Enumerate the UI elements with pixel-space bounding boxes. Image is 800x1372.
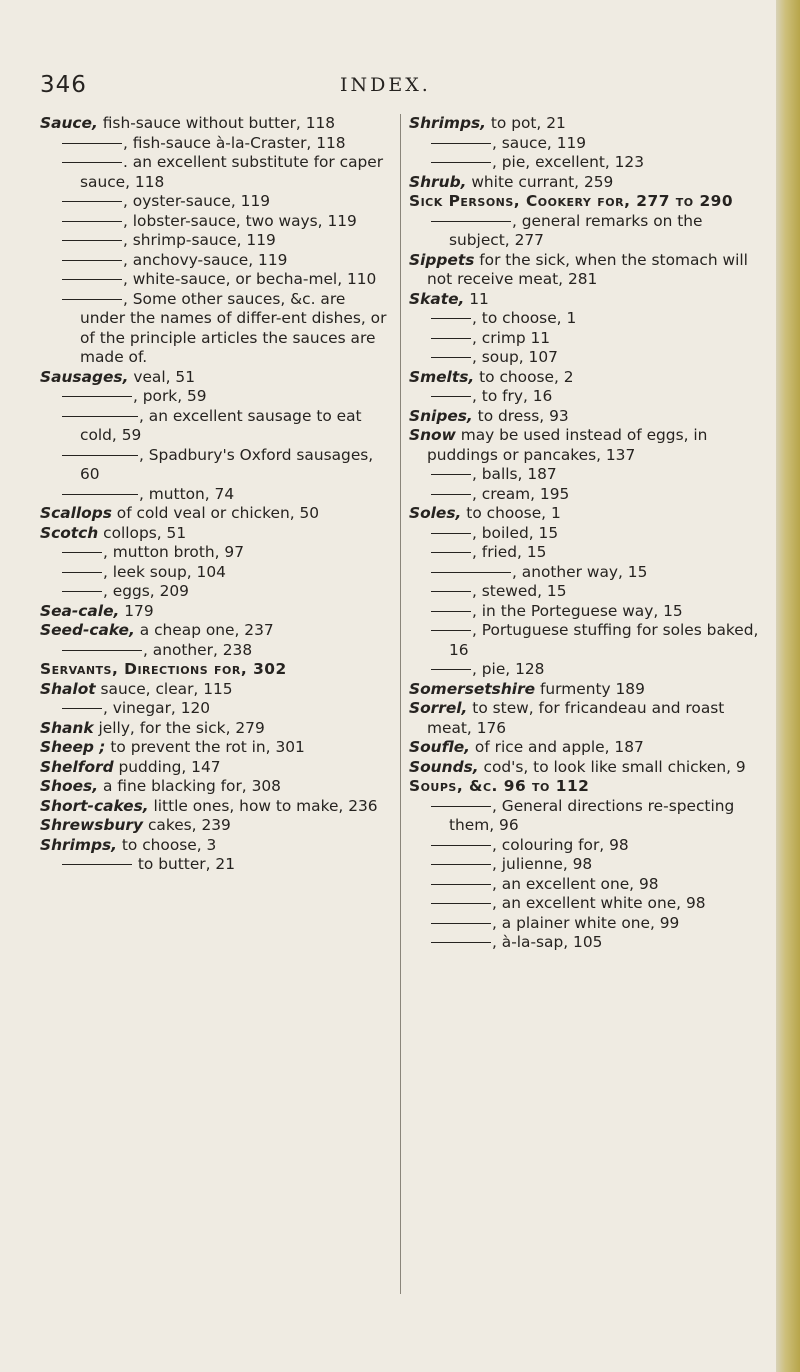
page-edge — [776, 0, 800, 1372]
index-entry — [40, 719, 390, 739]
entry-headword: Soles, — [409, 504, 462, 522]
index-entry — [40, 543, 390, 563]
index-entry — [409, 485, 759, 505]
ditto-rule — [431, 221, 511, 222]
entry-headword: Shelford — [40, 757, 114, 776]
index-entry — [409, 114, 759, 134]
index-entry — [40, 582, 390, 602]
entry-text: cod's, to look like small chicken, 9 — [478, 757, 746, 776]
entry-text: furmenty 189 — [535, 679, 645, 698]
index-entry — [409, 153, 759, 173]
entry-text: , cream, 195 — [472, 484, 570, 503]
entry-text: , colouring for, 98 — [492, 835, 629, 854]
ditto-rule — [62, 201, 122, 202]
entry-text: , oyster-sauce, 119 — [123, 192, 271, 210]
index-entry — [409, 309, 759, 329]
index-entry — [409, 894, 759, 914]
index-entry — [409, 465, 759, 485]
section-heading: Soups, &c. 96 to 112 — [409, 777, 590, 795]
ditto-rule — [62, 708, 102, 709]
index-entry — [40, 816, 390, 836]
index-entry — [40, 563, 390, 583]
index-entry — [409, 173, 759, 193]
index-entry — [409, 660, 759, 680]
entry-text: , anchovy-sauce, 119 — [123, 250, 288, 269]
entry-headword: Shank — [40, 718, 94, 737]
ditto-rule — [62, 299, 122, 300]
entry-text: . an excellent substitute for caper sauce, 118 — [80, 153, 384, 191]
entry-text: , Portuguese stuffing for soles baked, 16 — [449, 621, 759, 659]
entry-text: sauce, clear, 115 — [95, 679, 233, 698]
index-entry — [409, 407, 759, 427]
entry-text: , to choose, 1 — [472, 309, 577, 327]
entry-headword: Smelts, — [409, 367, 475, 386]
entry-text: to pot, 21 — [485, 114, 566, 132]
entry-headword: Soufle, — [409, 738, 471, 756]
entry-text: to prevent the rot in, 301 — [105, 738, 305, 756]
index-entry — [40, 777, 390, 797]
index-entry — [409, 855, 759, 875]
index-entry — [409, 426, 759, 465]
index-entry — [409, 797, 759, 836]
entry-text: , pork, 59 — [133, 387, 207, 405]
entry-headword: Sauce, — [40, 114, 98, 132]
entry-text: , crimp 11 — [472, 328, 551, 347]
entry-text: , fish-sauce à-la-Craster, 118 — [123, 133, 346, 152]
entry-text: 179 — [119, 601, 154, 620]
ditto-rule — [62, 240, 122, 241]
running-head: INDEX. — [340, 74, 431, 96]
index-entry — [409, 329, 759, 349]
entry-text: , lobster-sauce, two ways, 119 — [123, 211, 357, 230]
index-entry — [409, 348, 759, 368]
index-entry — [40, 602, 390, 622]
entry-headword: Sippets — [409, 250, 475, 269]
section-heading: Servants, Directions for, 302 — [40, 660, 287, 678]
entry-text: , an excellent white one, 98 — [492, 894, 706, 912]
entry-text: a fine blacking for, 308 — [98, 777, 281, 795]
index-entry — [40, 797, 390, 817]
entry-text: , julienne, 98 — [492, 855, 593, 873]
ditto-rule — [62, 279, 122, 280]
entry-text: , pie, excellent, 123 — [492, 153, 645, 171]
entry-headword: Sounds, — [409, 757, 479, 776]
entry-text: , soup, 107 — [472, 348, 558, 366]
entry-text: to choose, 1 — [461, 504, 561, 522]
entry-headword: Scotch — [40, 523, 99, 542]
ditto-rule — [62, 396, 132, 397]
entry-headword: Sea-cale, — [40, 601, 120, 620]
entry-text: , in the Porteguese way, 15 — [472, 601, 683, 620]
entry-text: a cheap one, 237 — [134, 621, 274, 639]
index-entry — [40, 192, 390, 212]
index-entry — [40, 407, 390, 446]
entry-text: , mutton broth, 97 — [103, 543, 244, 561]
ditto-rule — [62, 260, 122, 261]
entry-headword: Shrewsbury — [40, 816, 144, 834]
index-column-right — [400, 114, 759, 1294]
index-entry — [409, 738, 759, 758]
entry-text: , an excellent sausage to eat cold, 59 — [80, 406, 362, 444]
index-entry — [409, 680, 759, 700]
ditto-rule — [431, 864, 491, 865]
section-heading: Sick Persons, Cookery for, 277 to 290 — [409, 192, 734, 210]
entry-text: to dress, 93 — [472, 406, 569, 425]
index-entry — [40, 446, 390, 485]
index-entry — [40, 134, 390, 154]
page-header — [40, 72, 440, 104]
ditto-rule — [431, 318, 471, 319]
entry-text: , sauce, 119 — [492, 133, 587, 152]
entry-text: , general remarks on the subject, 277 — [449, 211, 703, 249]
entry-text: , another way, 15 — [512, 562, 648, 581]
index-entry — [40, 485, 390, 505]
entry-headword: Shoes, — [40, 777, 99, 795]
entry-text: , leek soup, 104 — [103, 562, 226, 581]
entry-headword: Sausages, — [40, 367, 129, 386]
ditto-rule — [431, 903, 491, 904]
entry-headword: Shrimps, — [40, 835, 117, 854]
index-entry — [409, 543, 759, 563]
ditto-rule — [62, 143, 122, 144]
index-entry — [40, 212, 390, 232]
entry-headword: Scallops — [40, 504, 112, 522]
entry-text: , stewed, 15 — [472, 582, 567, 600]
entry-text: to butter, 21 — [133, 855, 235, 873]
ditto-rule — [62, 650, 142, 651]
index-entry — [40, 758, 390, 778]
entry-headword: Snipes, — [409, 406, 473, 425]
ditto-rule — [431, 845, 491, 846]
index-entry — [409, 621, 759, 660]
index-entry — [40, 114, 390, 134]
entry-text: , white-sauce, or becha-mel, 110 — [123, 270, 377, 288]
entry-text: may be used instead of eggs, in puddings or pancakes, 137 — [427, 426, 708, 464]
entry-headword: Somersetshire — [409, 679, 536, 698]
ditto-rule — [431, 630, 471, 631]
index-entry — [40, 231, 390, 251]
index-entry — [409, 368, 759, 388]
index-entry — [409, 602, 759, 622]
ditto-rule — [62, 221, 122, 222]
ditto-rule — [431, 923, 491, 924]
ditto-rule — [431, 533, 471, 534]
index-entry — [409, 504, 759, 524]
entry-text: veal, 51 — [128, 367, 195, 386]
index-entry — [40, 524, 390, 544]
entry-text: to choose, 3 — [116, 835, 217, 854]
ditto-rule — [431, 338, 471, 339]
entry-text: , fried, 15 — [472, 543, 547, 561]
entry-headword: Seed-cake, — [40, 621, 135, 639]
index-entry — [40, 153, 390, 192]
index-entry — [409, 134, 759, 154]
index-entry — [40, 641, 390, 661]
index-entry — [40, 387, 390, 407]
ditto-rule — [431, 942, 491, 943]
index-entry — [409, 914, 759, 934]
ditto-rule — [431, 552, 471, 553]
ditto-rule — [431, 611, 471, 612]
ditto-rule — [62, 591, 102, 592]
index-entry — [40, 660, 390, 680]
entry-text: , to fry, 16 — [472, 387, 553, 405]
entry-text: 11 — [464, 289, 489, 308]
index-entry — [409, 290, 759, 310]
entry-text: of cold veal or chicken, 50 — [111, 504, 320, 522]
entry-text: for the sick, when the stomach will not receive meat, 281 — [427, 250, 748, 288]
index-entry — [409, 524, 759, 544]
index-entry — [40, 836, 390, 856]
entry-headword: Sheep ; — [40, 738, 106, 756]
index-entry — [409, 387, 759, 407]
ditto-rule — [431, 494, 471, 495]
entry-text: , an excellent one, 98 — [492, 874, 659, 893]
ditto-rule — [62, 416, 138, 417]
index-entry — [40, 680, 390, 700]
index-entry — [409, 836, 759, 856]
index-entry — [40, 290, 390, 368]
entry-text: collops, 51 — [98, 523, 187, 542]
index-entry — [40, 855, 390, 875]
entry-text: jelly, for the sick, 279 — [93, 718, 265, 737]
index-entry — [409, 563, 759, 583]
ditto-rule — [431, 357, 471, 358]
ditto-rule — [431, 806, 491, 807]
ditto-rule — [62, 864, 132, 865]
ditto-rule — [431, 143, 491, 144]
entry-headword: Shrub, — [409, 172, 467, 191]
index-entry — [409, 875, 759, 895]
entry-text: , mutton, 74 — [139, 484, 235, 503]
index-entry — [409, 933, 759, 953]
entry-text: , a plainer white one, 99 — [492, 913, 680, 932]
ditto-rule — [431, 572, 511, 573]
index-entry — [409, 699, 759, 738]
index-entry — [409, 251, 759, 290]
ditto-rule — [431, 162, 491, 163]
entry-headword: Short-cakes, — [40, 796, 149, 815]
entry-text: to choose, 2 — [474, 367, 574, 386]
entry-text: , eggs, 209 — [103, 582, 189, 600]
ditto-rule — [431, 474, 471, 475]
entry-text: of rice and apple, 187 — [470, 738, 644, 756]
entry-text: fish-sauce without butter, 118 — [97, 114, 336, 132]
ditto-rule — [62, 162, 122, 163]
entry-headword: Shrimps, — [409, 114, 486, 132]
entry-text: cakes, 239 — [143, 816, 231, 834]
entry-text: , balls, 187 — [472, 465, 557, 483]
index-entry — [40, 251, 390, 271]
index-entry — [40, 504, 390, 524]
entry-text: , pie, 128 — [472, 660, 545, 678]
entry-headword: Skate, — [409, 289, 465, 308]
entry-headword: Snow — [409, 426, 456, 444]
ditto-rule — [62, 494, 138, 495]
index-entry — [40, 621, 390, 641]
entry-text: , vinegar, 120 — [103, 699, 211, 717]
entry-headword: Shalot — [40, 679, 96, 698]
index-entry — [409, 758, 759, 778]
entry-text: white currant, 259 — [466, 172, 614, 191]
ditto-rule — [62, 552, 102, 553]
index-entry — [40, 368, 390, 388]
entry-text: , Spadbury's Oxford sausages, 60 — [80, 445, 374, 483]
index-entry — [40, 699, 390, 719]
ditto-rule — [431, 884, 491, 885]
entry-text: , boiled, 15 — [472, 523, 559, 542]
entry-headword: Sorrel, — [409, 699, 468, 717]
page-number: 346 — [40, 72, 87, 98]
ditto-rule — [431, 591, 471, 592]
index-column-left — [40, 114, 390, 875]
index-entry — [40, 270, 390, 290]
entry-text: , Some other sauces, &c. are under the names of differ-ent dishes, or of the principle articles the sauces are made of. — [80, 289, 387, 366]
entry-text: to stew, for fricandeau and roast meat, 176 — [427, 699, 725, 737]
ditto-rule — [431, 669, 471, 670]
index-entry — [409, 212, 759, 251]
entry-text: little ones, how to make, 236 — [148, 796, 378, 815]
entry-text: , General directions re-specting them, 96 — [449, 796, 735, 834]
ditto-rule — [62, 572, 102, 573]
entry-text: , à-la-sap, 105 — [492, 933, 603, 951]
ditto-rule — [62, 455, 138, 456]
entry-text: pudding, 147 — [113, 757, 221, 776]
entry-text: , another, 238 — [143, 640, 253, 659]
index-entry — [40, 738, 390, 758]
index-entry — [409, 777, 759, 797]
index-entry — [409, 582, 759, 602]
ditto-rule — [431, 396, 471, 397]
entry-text: , shrimp-sauce, 119 — [123, 231, 276, 249]
index-entry — [409, 192, 759, 212]
